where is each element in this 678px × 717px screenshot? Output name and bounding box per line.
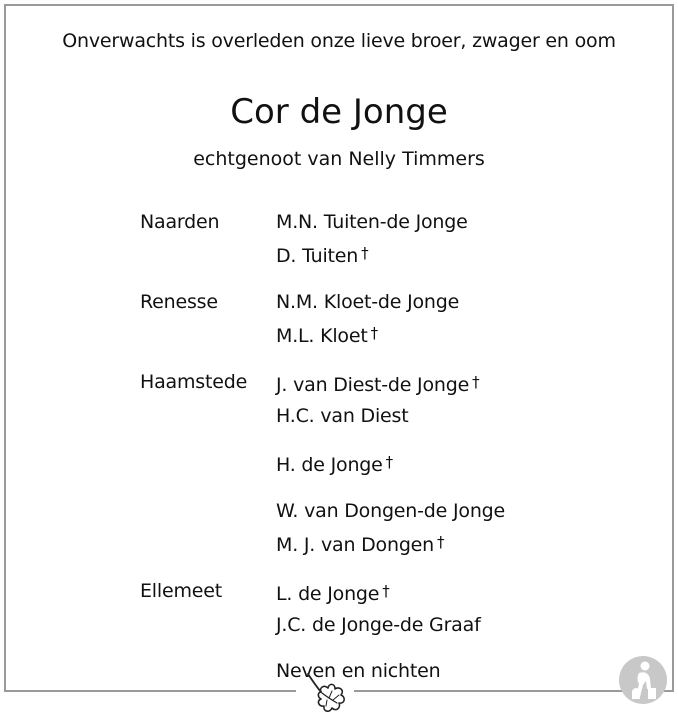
family-group bbox=[140, 447, 560, 481]
family-member bbox=[276, 287, 560, 318]
family-member-name: M. J. van Dongen bbox=[276, 534, 435, 556]
family-member-name: L. de Jonge bbox=[276, 583, 380, 605]
family-place: Naarden bbox=[140, 211, 220, 233]
deceased-cross-icon: † bbox=[385, 453, 393, 471]
family-member bbox=[276, 527, 560, 561]
family-group bbox=[140, 576, 560, 641]
deceased-cross-icon: † bbox=[472, 373, 480, 391]
closing-line: Neven en nichten bbox=[276, 660, 441, 682]
frame-bottom-rule-left bbox=[4, 690, 296, 692]
spouse-line: echtgenoot van Nelly Timmers bbox=[193, 148, 485, 170]
family-member bbox=[276, 238, 560, 272]
family-list bbox=[140, 207, 560, 687]
family-member bbox=[276, 207, 560, 238]
family-members bbox=[276, 367, 560, 432]
family-member bbox=[276, 401, 560, 432]
family-member bbox=[276, 367, 560, 401]
family-member-name: J. van Diest-de Jonge bbox=[276, 374, 470, 396]
family-member bbox=[276, 447, 560, 481]
deceased-cross-icon: † bbox=[437, 533, 445, 551]
family-member bbox=[276, 496, 560, 527]
family-member-name: H. de Jonge bbox=[276, 454, 383, 476]
deceased-cross-icon: † bbox=[361, 244, 369, 262]
mourning-figure-icon bbox=[618, 655, 668, 705]
family-place bbox=[140, 496, 276, 561]
leaf-ornament-icon bbox=[302, 670, 352, 716]
family-member bbox=[276, 318, 560, 352]
family-member-name: N.M. Kloet-de Jonge bbox=[276, 291, 460, 313]
family-members bbox=[276, 496, 560, 561]
family-group bbox=[140, 207, 560, 272]
family-group bbox=[140, 287, 560, 352]
family-place: Ellemeet bbox=[140, 580, 222, 602]
family-place: Haamstede bbox=[140, 371, 248, 393]
family-member-name: M.L. Kloet bbox=[276, 325, 368, 347]
deceased-cross-icon: † bbox=[382, 582, 390, 600]
family-members bbox=[276, 576, 560, 641]
family-member-name: D. Tuiten bbox=[276, 245, 359, 267]
family-member bbox=[276, 610, 560, 641]
family-member-name: W. van Dongen-de Jonge bbox=[276, 500, 506, 522]
family-members bbox=[276, 207, 560, 272]
family-place bbox=[140, 447, 276, 481]
deceased-name: Cor de Jonge bbox=[230, 92, 448, 132]
family-place: Renesse bbox=[140, 291, 218, 313]
family-member-name: H.C. van Diest bbox=[276, 405, 409, 427]
family-member-name: M.N. Tuiten-de Jonge bbox=[276, 211, 468, 233]
deceased-cross-icon: † bbox=[370, 324, 378, 342]
family-group bbox=[140, 367, 560, 432]
family-member-name: J.C. de Jonge-de Graaf bbox=[276, 614, 481, 636]
family-members bbox=[276, 287, 560, 352]
family-members bbox=[276, 447, 560, 481]
family-group bbox=[140, 496, 560, 561]
intro-text: Onverwachts is overleden onze lieve broer, zwager en oom bbox=[62, 30, 616, 52]
family-member bbox=[276, 576, 560, 610]
